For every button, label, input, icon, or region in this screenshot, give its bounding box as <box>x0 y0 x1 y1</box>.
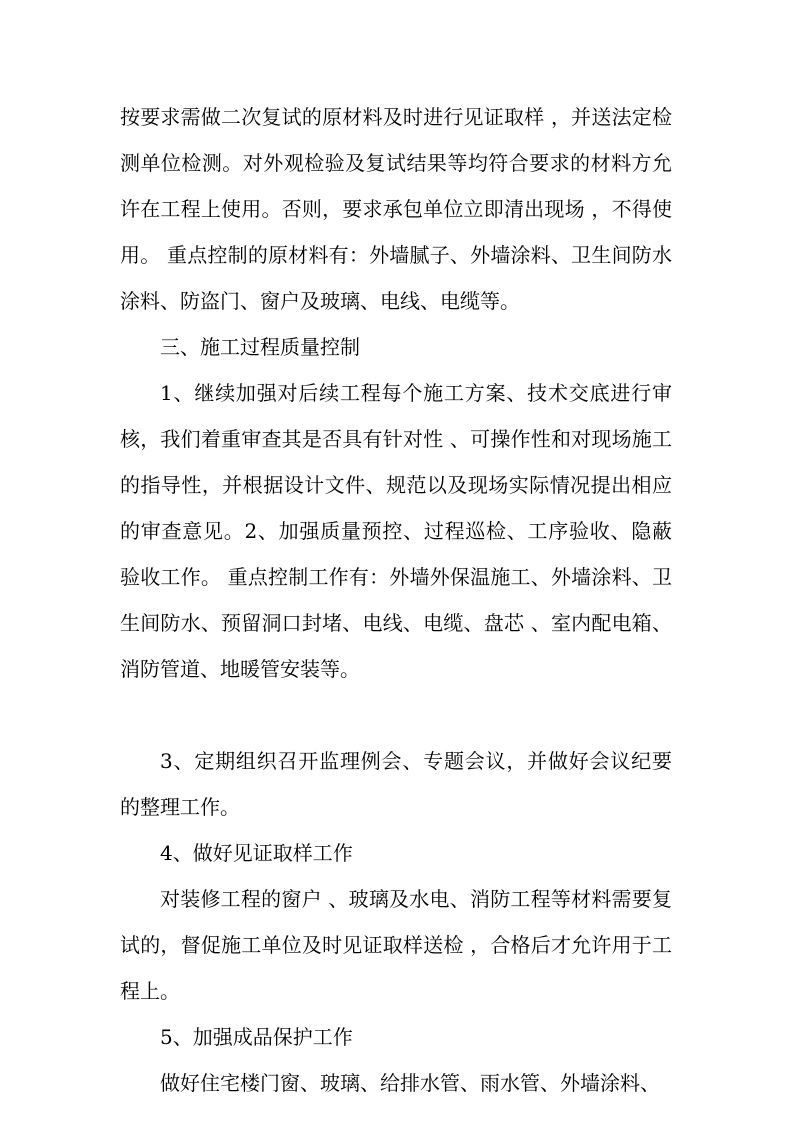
paragraph-construction-review: 1、继续加强对后续工程每个施工方案、技术交底进行审核，我们着重审查其是否具有针对性 、可操作性和对现场施工的指导性，并根据设计文件、规范以及现场实际情况提出相应的审查意见。2、加强质量预控、过程巡检、工序验收、隐蔽验收工作。 重点控制工作有：外墙外保温施工、外墙涂料、卫生间防水、预留洞口封堵、电线、电缆、盘芯 、室内配电箱、消防管道、地暖管安装等。 <box>120 381 672 681</box>
section-heading-product-protection: 5、加强成品保护工作 <box>160 1025 353 1049</box>
section-heading-construction-quality: 三、施工过程质量控制 <box>160 335 360 359</box>
document-body <box>120 94 672 1106</box>
paragraph-product-protection: 做好住宅楼门窗、玻璃、给排水管、雨水管、外墙涂料、 <box>160 1071 660 1095</box>
paragraph-material-sampling: 按要求需做二次复试的原材料及时进行见证取样 ，并送法定检测单位检测。对外观检验及复试结果等均符合要求的材料方允许在工程上使用。否则，要求承包单位立即清出现场 ，不得使用。 重点控制的原材料有：外墙腻子、外墙涂料、卫生间防水涂料、防盗门、窗户及玻璃、电线、电缆等。 <box>120 105 672 313</box>
paragraph-meetings: 3、定期组织召开监理例会、专题会议，并做好会议纪要的整理工作。 <box>120 749 672 819</box>
section-heading-witness-sampling: 4、做好见证取样工作 <box>160 841 353 865</box>
paragraph-witness-sampling: 对装修工程的窗户 、玻璃及水电、消防工程等材料需要复试的，督促施工单位及时见证取样送检 ，合格后才允许用于工程上。 <box>120 887 672 1003</box>
